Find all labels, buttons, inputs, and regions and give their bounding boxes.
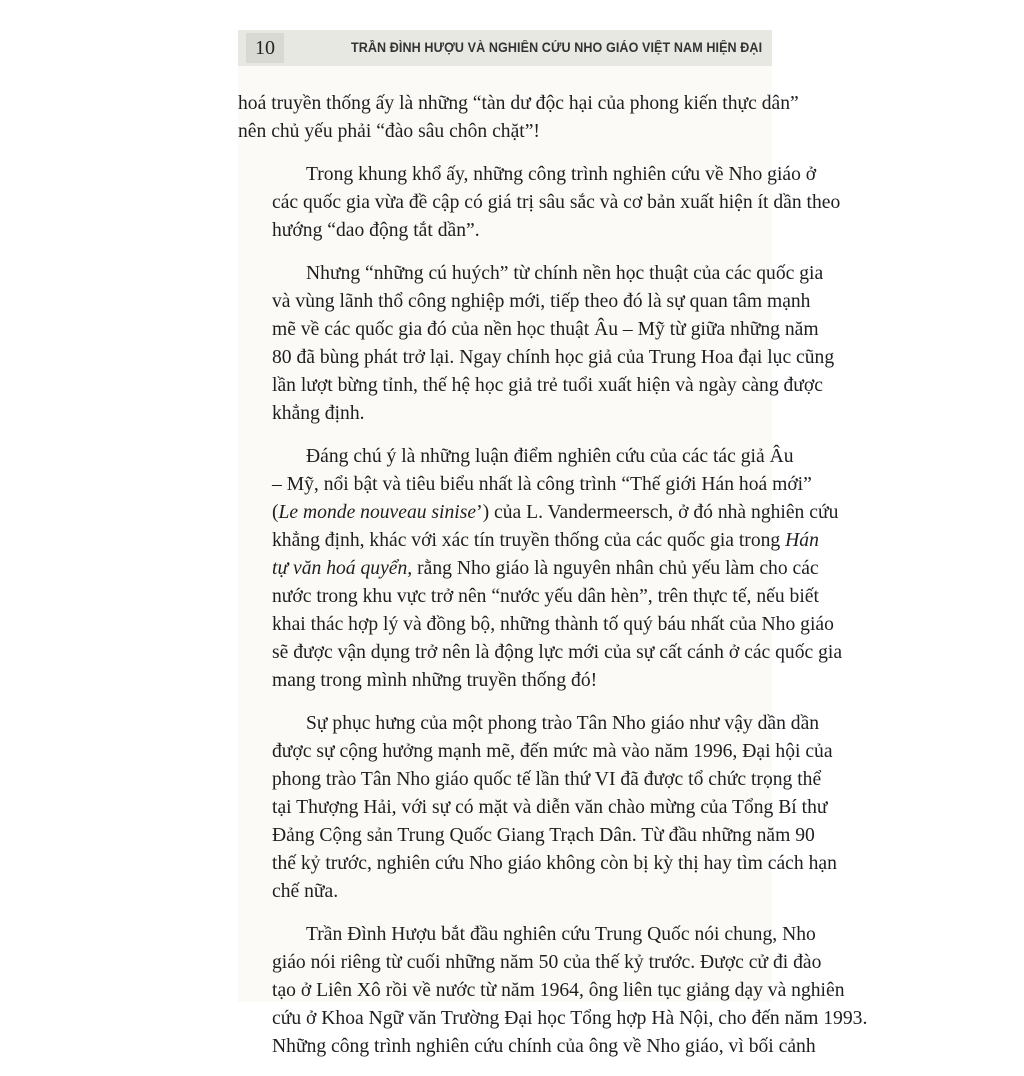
text-line: Trong khung khổ ấy, những công trình nghiên cứu về Nho giáo ở xyxy=(306,164,817,185)
text-line: sẽ được vận dụng trở nên là động lực mới của sự cất cánh ở các quốc gia xyxy=(272,642,843,663)
text-line: mẽ về các quốc gia đó của nền học thuật Âu – Mỹ từ giữa những năm xyxy=(272,319,819,340)
paragraph xyxy=(238,443,843,695)
text-line: Đảng Cộng sản Trung Quốc Giang Trạch Dân. Từ đầu những năm 90 xyxy=(272,825,815,846)
paragraph xyxy=(238,90,799,146)
text-line: tự văn hoá quyển, rằng Nho giáo là nguyên nhân chủ yếu làm cho các xyxy=(272,558,819,579)
paragraph xyxy=(238,161,841,245)
text-line: cứu ở Khoa Ngữ văn Trường Đại học Tổng hợp Hà Nội, cho đến năm 1993. xyxy=(272,1008,868,1029)
text-line: Nhưng “những cú huých” từ chính nền học thuật của các quốc gia xyxy=(306,263,824,284)
text-line: lần lượt bừng tỉnh, thế hệ học giả trẻ tuổi xuất hiện và ngày càng được xyxy=(272,375,823,396)
paragraph xyxy=(238,921,868,1061)
text-line: 80 đã bùng phát trở lại. Ngay chính học giả của Trung Hoa đại lục cũng xyxy=(272,347,835,368)
text-line: khẳng định, khác với xác tín truyền thống của các quốc gia trong Hán xyxy=(272,530,819,551)
text-line: chế nữa. xyxy=(272,881,339,902)
body-text xyxy=(238,90,868,1076)
running-title: TRẦN ĐÌNH HƯỢU VÀ NGHIÊN CỨU NHO GIÁO VIỆT NAM HIỆN ĐẠI xyxy=(350,40,762,55)
text-line: mang trong mình những truyền thống đó! xyxy=(272,670,598,691)
text-line: và vùng lãnh thổ công nghiệp mới, tiếp theo đó là sự quan tâm mạnh xyxy=(272,291,811,312)
text-line: được sự cộng hưởng mạnh mẽ, đến mức mà vào năm 1996, Đại hội của xyxy=(272,741,833,762)
text-line: Những công trình nghiên cứu chính của ông về Nho giáo, vì bối cảnh xyxy=(272,1036,816,1057)
text-line: nên chủ yếu phải “đào sâu chôn chặt”! xyxy=(238,121,540,142)
text-line: (Le monde nouveau sinise’) của L. Vandermeersch, ở đó nhà nghiên cứu xyxy=(272,502,839,523)
text-line: tạo ở Liên Xô rồi về nước từ năm 1964, ông liên tục giảng dạy và nghiên xyxy=(272,980,845,1001)
text-line: tại Thượng Hải, với sự có mặt và diễn văn chào mừng của Tổng Bí thư xyxy=(272,797,828,818)
text-line: khai thác hợp lý và đồng bộ, những thành tố quý báu nhất của Nho giáo xyxy=(272,614,834,635)
running-header xyxy=(238,30,772,66)
text-line: giáo nói riêng từ cuối những năm 50 của thế kỷ trước. Được cử đi đào xyxy=(272,952,822,973)
text-line: nước trong khu vực trở nên “nước yếu dân hèn”, trên thực tế, nếu biết xyxy=(272,586,819,607)
text-line: hướng “dao động tắt dần”. xyxy=(272,220,480,241)
text-line: thế kỷ trước, nghiên cứu Nho giáo không còn bị kỳ thị hay tìm cách hạn xyxy=(272,853,837,874)
text-line: khẳng định. xyxy=(272,403,365,424)
text-line: Sự phục hưng của một phong trào Tân Nho giáo như vậy dần dần xyxy=(306,713,820,734)
page-number: 10 xyxy=(246,33,284,63)
book-page xyxy=(238,30,868,1057)
text-line: các quốc gia vừa đề cập có giá trị sâu sắc và cơ bản xuất hiện ít dần theo xyxy=(272,192,841,213)
text-line: Đáng chú ý là những luận điểm nghiên cứu của các tác giả Âu xyxy=(306,446,794,467)
paragraph xyxy=(238,710,837,906)
text-line: – Mỹ, nổi bật và tiêu biểu nhất là công trình “Thế giới Hán hoá mới” xyxy=(272,474,812,495)
text-line: hoá truyền thống ấy là những “tàn dư độc hại của phong kiến thực dân” xyxy=(238,93,799,114)
paragraph xyxy=(238,260,835,428)
text-line: phong trào Tân Nho giáo quốc tế lần thứ VI đã được tổ chức trọng thể xyxy=(272,769,822,790)
text-line: Trần Đình Hượu bắt đầu nghiên cứu Trung Quốc nói chung, Nho xyxy=(306,924,816,945)
